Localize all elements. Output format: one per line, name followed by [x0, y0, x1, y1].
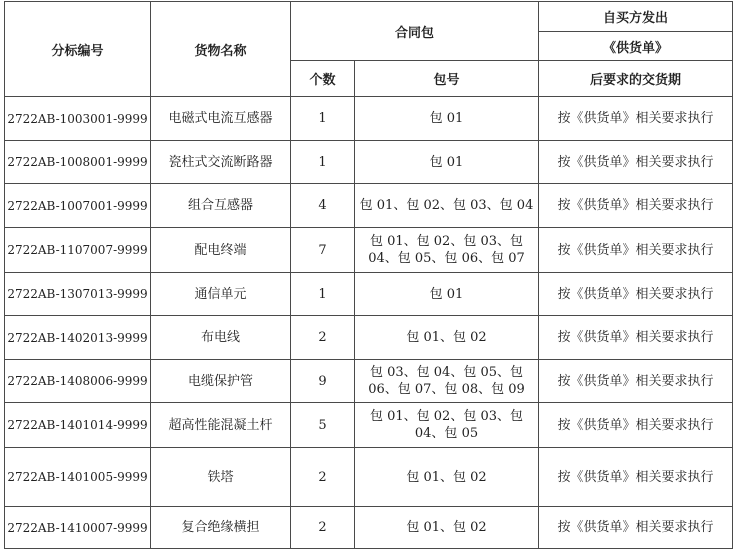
- table-row: [5, 97, 733, 141]
- package-no-cell: 包 01、包 02: [355, 448, 539, 507]
- goods-name-cell: 通信单元: [151, 273, 291, 316]
- delivery-cell: 按《供货单》相关要求执行: [539, 316, 733, 360]
- package-no-cell: 包 01: [355, 141, 539, 184]
- goods-name-cell: 瓷柱式交流断路器: [151, 141, 291, 184]
- table-row: [5, 403, 733, 448]
- quantity-cell: 1: [291, 97, 355, 141]
- delivery-cell: 按《供货单》相关要求执行: [539, 403, 733, 448]
- lot-code-cell: 2722AB-1410007-9999: [5, 507, 151, 549]
- table-row: [5, 228, 733, 273]
- lot-code-cell: 2722AB-1307013-9999: [5, 273, 151, 316]
- lot-code-cell: 2722AB-1401005-9999: [5, 448, 151, 507]
- table-header: [5, 2, 733, 97]
- lot-code-cell: 2722AB-1008001-9999: [5, 141, 151, 184]
- table-row: [5, 448, 733, 507]
- quantity-cell: 1: [291, 273, 355, 316]
- quantity-cell: 2: [291, 448, 355, 507]
- header-supply-note: 《供货单》: [539, 32, 733, 61]
- delivery-cell: 按《供货单》相关要求执行: [539, 273, 733, 316]
- header-contract-package: 合同包: [291, 2, 539, 61]
- goods-name-cell: 复合绝缘横担: [151, 507, 291, 549]
- delivery-cell: 按《供货单》相关要求执行: [539, 228, 733, 273]
- package-no-cell: 包 03、包 04、包 05、包 06、包 07、包 08、包 09: [355, 360, 539, 403]
- header-package-no: 包号: [355, 61, 539, 97]
- table-row: [5, 184, 733, 228]
- delivery-cell: 按《供货单》相关要求执行: [539, 184, 733, 228]
- table-body: [5, 97, 733, 549]
- lot-code-cell: 2722AB-1402013-9999: [5, 316, 151, 360]
- goods-name-cell: 布电线: [151, 316, 291, 360]
- header-quantity: 个数: [291, 61, 355, 97]
- quantity-cell: 1: [291, 141, 355, 184]
- lot-code-cell: 2722AB-1107007-9999: [5, 228, 151, 273]
- quantity-cell: 2: [291, 316, 355, 360]
- table-row: [5, 507, 733, 549]
- quantity-cell: 2: [291, 507, 355, 549]
- lot-table: [4, 1, 733, 549]
- package-no-cell: 包 01: [355, 273, 539, 316]
- quantity-cell: 5: [291, 403, 355, 448]
- lot-code-cell: 2722AB-1401014-9999: [5, 403, 151, 448]
- delivery-cell: 按《供货单》相关要求执行: [539, 448, 733, 507]
- header-lot-no: 分标编号: [5, 2, 151, 97]
- table-row: [5, 360, 733, 403]
- package-no-cell: 包 01: [355, 97, 539, 141]
- lot-code-cell: 2722AB-1007001-9999: [5, 184, 151, 228]
- header-goods-name: 货物名称: [151, 2, 291, 97]
- quantity-cell: 7: [291, 228, 355, 273]
- package-no-cell: 包 01、包 02、包 03、包 04、包 05、包 06、包 07: [355, 228, 539, 273]
- goods-name-cell: 电磁式电流互感器: [151, 97, 291, 141]
- lot-code-cell: 2722AB-1003001-9999: [5, 97, 151, 141]
- goods-name-cell: 电缆保护管: [151, 360, 291, 403]
- package-no-cell: 包 01、包 02、包 03、包 04、包 05: [355, 403, 539, 448]
- package-no-cell: 包 01、包 02: [355, 507, 539, 549]
- header-ship-from-buyer: 自买方发出: [539, 2, 733, 32]
- package-no-cell: 包 01、包 02: [355, 316, 539, 360]
- delivery-cell: 按《供货单》相关要求执行: [539, 507, 733, 549]
- delivery-cell: 按《供货单》相关要求执行: [539, 97, 733, 141]
- quantity-cell: 9: [291, 360, 355, 403]
- delivery-cell: 按《供货单》相关要求执行: [539, 141, 733, 184]
- lot-code-cell: 2722AB-1408006-9999: [5, 360, 151, 403]
- header-delivery-period: 后要求的交货期: [539, 61, 733, 97]
- delivery-cell: 按《供货单》相关要求执行: [539, 360, 733, 403]
- quantity-cell: 4: [291, 184, 355, 228]
- package-no-cell: 包 01、包 02、包 03、包 04: [355, 184, 539, 228]
- table-row: [5, 141, 733, 184]
- goods-name-cell: 组合互感器: [151, 184, 291, 228]
- goods-name-cell: 铁塔: [151, 448, 291, 507]
- table-row: [5, 316, 733, 360]
- table-row: [5, 273, 733, 316]
- goods-name-cell: 配电终端: [151, 228, 291, 273]
- goods-name-cell: 超高性能混凝土杆: [151, 403, 291, 448]
